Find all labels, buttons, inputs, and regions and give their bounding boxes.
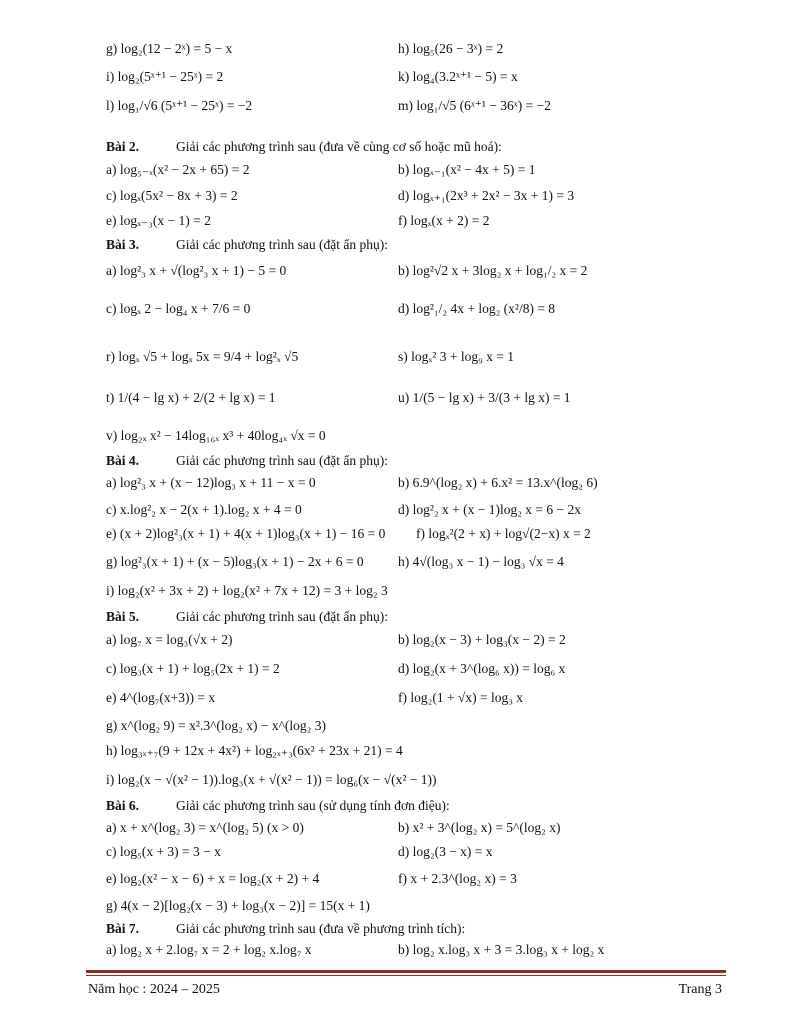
equation-h: h) log₅(26 − 3ˣ) = 2 [398, 41, 504, 56]
equation-f: f) logₓ(x + 2) = 2 [398, 213, 490, 228]
footer-rule-thin [86, 975, 726, 976]
exercise-title: Giải các phương trình sau (đưa về cùng cơ số hoặc mũ hoá): [176, 139, 502, 154]
equation-r: r) logₓ √5 + logₓ 5x = 9/4 + log²ₓ √5 [106, 349, 299, 364]
exercise-title: Giải các phương trình sau (sử dụng tính đơn điệu): [176, 798, 450, 813]
exercise-heading-bai5 [106, 608, 388, 626]
equation-c: c) log₃(x + 1) + log₅(2x + 1) = 2 [106, 661, 280, 676]
equation-h: h) log₃ₓ₊₇(9 + 12x + 4x²) + log₂ₓ₊₃(6x² + 23x + 21) = 4 [106, 743, 403, 758]
exercise-label: Bài 5. [106, 609, 140, 624]
exercise-label: Bài 4. [106, 453, 140, 468]
equation-i: i) log₂(x − √(x² − 1)).log₃(x + √(x² − 1)) = log₆(x − √(x² − 1)) [106, 772, 437, 787]
equation-d: d) log²₁/₂ 4x + log₂ (x²/8) = 8 [398, 301, 556, 316]
equation-a: a) log₇ x = log₃(√x + 2) [106, 632, 233, 647]
equation-m: m) log₁/√5 (6ˣ⁺¹ − 36ˣ) = −2 [398, 98, 551, 113]
equation-a: a) log₅₋ₓ(x² − 2x + 65) = 2 [106, 162, 250, 177]
footer-rule-thick [86, 970, 726, 973]
equation-a: a) log₂ x + 2.log₇ x = 2 + log₂ x.log₇ x [106, 942, 312, 957]
exercise-heading-bai6 [106, 797, 450, 815]
equation-g: g) log²₃(x + 1) + (x − 5)log₃(x + 1) − 2x + 6 = 0 [106, 554, 364, 569]
exercise-heading-bai7 [106, 920, 465, 938]
exercise-title: Giải các phương trình sau (đưa về phương trình tích): [176, 921, 466, 936]
equation-d: d) log₂(3 − x) = x [398, 844, 493, 859]
equation-u: u) 1/(5 − lg x) + 3/(3 + lg x) = 1 [398, 390, 571, 405]
exercise-label: Bài 7. [106, 921, 140, 936]
equation-c: c) logₓ 2 − log₄ x + 7/6 = 0 [106, 301, 251, 316]
equation-f: f) logₓ²(2 + x) + log√(2−x) x = 2 [416, 526, 591, 541]
equation-i: i) log₂(5ˣ⁺¹ − 25ˣ) = 2 [106, 69, 224, 84]
exercise-label: Bài 2. [106, 139, 140, 154]
footer-page-number: Trang 3 [678, 982, 722, 997]
exercise-title: Giải các phương trình sau (đặt ẩn phụ): [176, 453, 389, 468]
equation-v: v) log₂ₓ x² − 14log₁₆ₓ x³ + 40log₄ₓ √x = 0 [106, 428, 326, 443]
equation-h: h) 4√(log₃ x − 1) − log₃ √x = 4 [398, 554, 564, 569]
equation-e: e) (x + 2)log²₃(x + 1) + 4(x + 1)log₃(x + 1) − 16 = 0 [106, 526, 386, 541]
footer-school-year: Năm học : 2024 – 2025 [88, 982, 220, 997]
exercise-heading-bai3 [106, 236, 388, 254]
equation-c: c) logₓ(5x² − 8x + 3) = 2 [106, 188, 238, 203]
equation-b: b) log₂ x.log₃ x + 3 = 3.log₃ x + log₂ x [398, 942, 605, 957]
equation-g: g) x^(log₂ 9) = x².3^(log₂ x) − x^(log₂ 3) [106, 718, 326, 733]
exercise-label: Bài 6. [106, 798, 140, 813]
equation-g: g) 4(x − 2)[log₂(x − 3) + log₃(x − 2)] = 15(x + 1) [106, 898, 370, 913]
equation-b: b) 6.9^(log₂ x) + 6.x² = 13.x^(log₂ 6) [398, 475, 598, 490]
exercise-heading-bai4 [106, 452, 388, 470]
equation-g: g) log₂(12 − 2ˣ) = 5 − x [106, 41, 233, 56]
equation-b: b) logₓ₋₁(x² − 4x + 5) = 1 [398, 162, 536, 177]
equation-e: e) log₂(x² − x − 6) + x = log₂(x + 2) + 4 [106, 871, 320, 886]
equation-a: a) x + x^(log₂ 3) = x^(log₂ 5) (x > 0) [106, 820, 304, 835]
equation-f: f) log₂(1 + √x) = log₃ x [398, 690, 524, 705]
equation-k: k) log₄(3.2ˣ⁺¹ − 5) = x [398, 69, 518, 84]
equation-e: e) 4^(log₇(x+3)) = x [106, 690, 216, 705]
exercise-title: Giải các phương trình sau (đặt ẩn phụ): [176, 237, 389, 252]
equation-i: i) log₂(x² + 3x + 2) + log₂(x² + 7x + 12) = 3 + log₂ 3 [106, 583, 388, 598]
exercise-heading-bai2 [106, 138, 502, 156]
equation-d: d) log₂(x + 3^(log₆ x)) = log₆ x [398, 661, 566, 676]
equation-d: d) log²₂ x + (x − 1)log₂ x = 6 − 2x [398, 502, 582, 517]
equation-b: b) log²√2 x + 3log₂ x + log₁/₂ x = 2 [398, 263, 588, 278]
equation-a: a) log²₃ x + (x − 12)log₃ x + 11 − x = 0 [106, 475, 316, 490]
equation-l: l) log₁/√6 (5ˣ⁺¹ − 25ˣ) = −2 [106, 98, 253, 113]
equation-c: c) x.log²₂ x − 2(x + 1).log₂ x + 4 = 0 [106, 502, 302, 517]
equation-d: d) logₓ₊₁(2x³ + 2x² − 3x + 1) = 3 [398, 188, 575, 203]
exercise-title: Giải các phương trình sau (đặt ẩn phụ): [176, 609, 389, 624]
equation-c: c) log₅(x + 3) = 3 − x [106, 844, 221, 859]
equation-f: f) x + 2.3^(log₂ x) = 3 [398, 871, 517, 886]
equation-s: s) logₓ² 3 + log₉ x = 1 [398, 349, 515, 364]
equation-b: b) x² + 3^(log₂ x) = 5^(log₂ x) [398, 820, 561, 835]
equation-a: a) log²₃ x + √(log²₃ x + 1) − 5 = 0 [106, 263, 287, 278]
equation-e: e) logₓ₋₃(x − 1) = 2 [106, 213, 211, 228]
equation-b: b) log₂(x − 3) + log₃(x − 2) = 2 [398, 632, 566, 647]
equation-t: t) 1/(4 − lg x) + 2/(2 + lg x) = 1 [106, 390, 276, 405]
exercise-label: Bài 3. [106, 237, 140, 252]
